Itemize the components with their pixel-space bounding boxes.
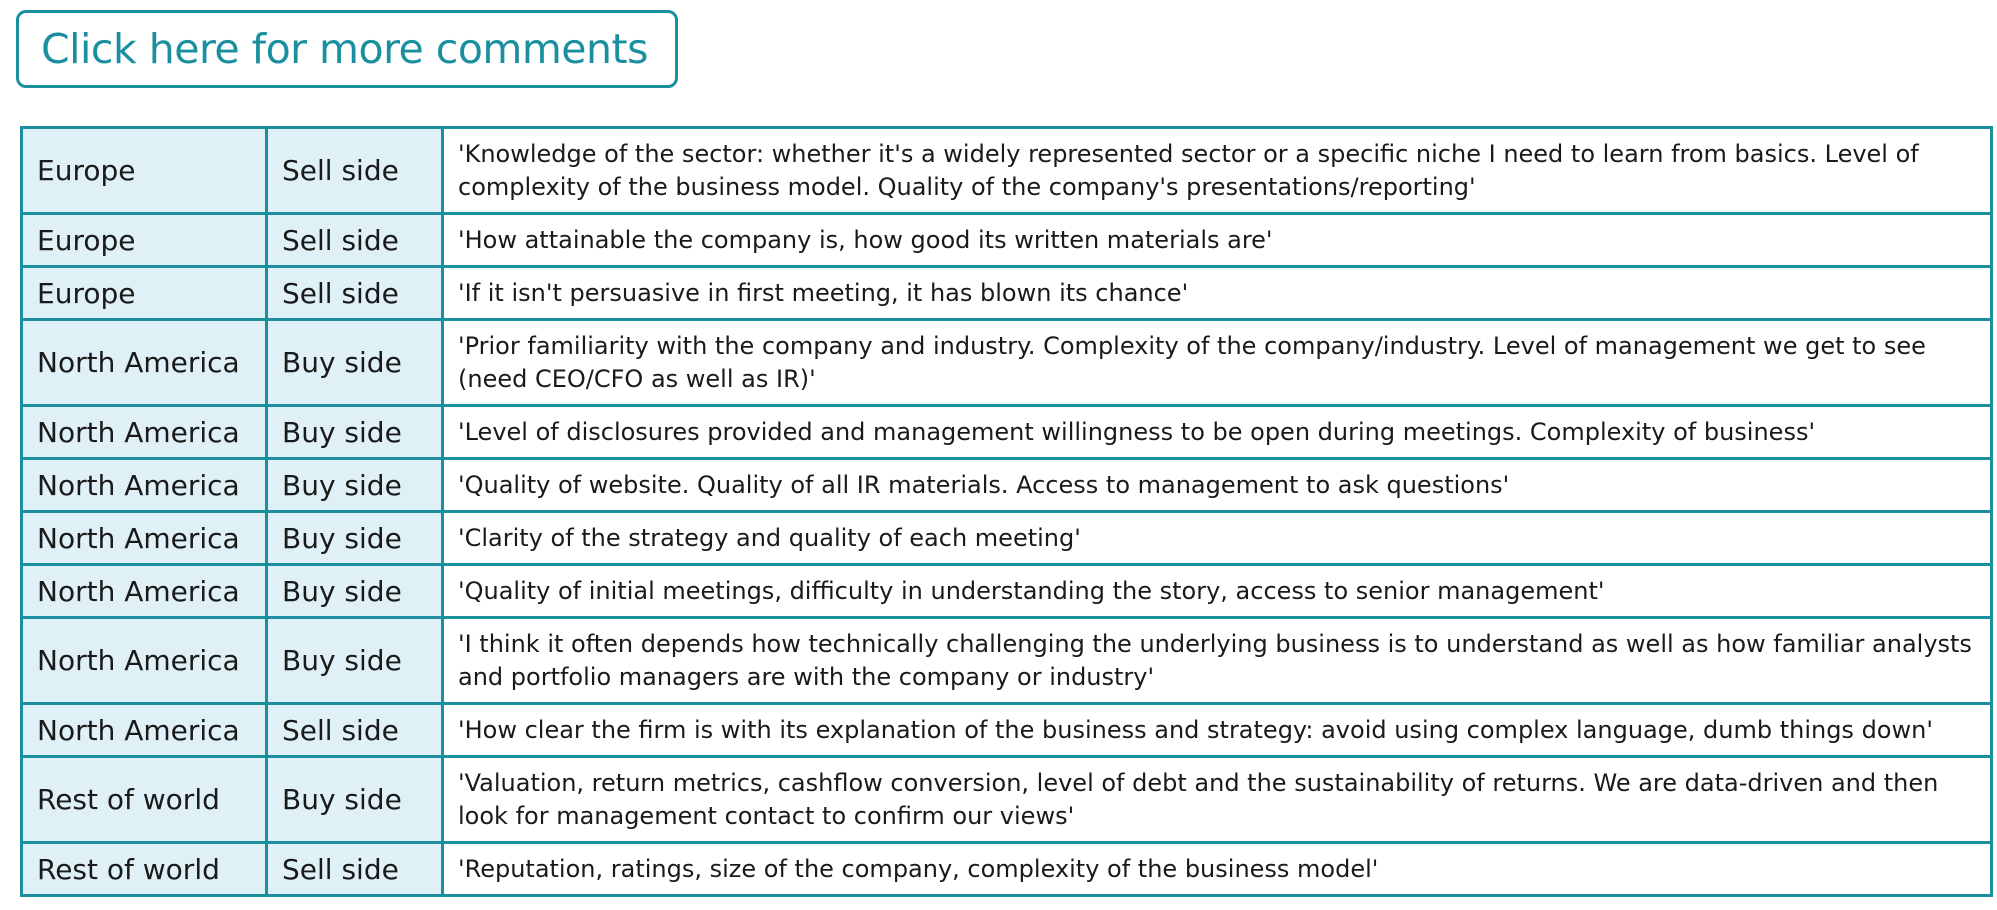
table-row — [22, 512, 1992, 565]
table-row — [22, 618, 1992, 704]
side-cell: Buy side — [267, 406, 443, 459]
side-cell: Sell side — [267, 128, 443, 214]
region-cell: North America — [22, 512, 267, 565]
side-cell: Sell side — [267, 704, 443, 757]
comment-cell: 'I think it often depends how technically challenging the underlying business is to understand as well as how familiar analysts and portfolio managers are with the company or industry' — [443, 618, 1992, 704]
side-cell: Sell side — [267, 214, 443, 267]
side-cell: Buy side — [267, 459, 443, 512]
region-cell: North America — [22, 618, 267, 704]
table-row — [22, 565, 1992, 618]
comment-cell: 'Quality of website. Quality of all IR materials. Access to management to ask questions' — [443, 459, 1992, 512]
table-row — [22, 214, 1992, 267]
region-cell: North America — [22, 459, 267, 512]
table-row — [22, 406, 1992, 459]
comment-cell: 'Knowledge of the sector: whether it's a widely represented sector or a specific niche I need to learn from basics. Level of complexity of the business model. Quality of the company's presentations/reporting' — [443, 128, 1992, 214]
region-cell: Europe — [22, 214, 267, 267]
comment-cell: 'If it isn't persuasive in first meeting, it has blown its chance' — [443, 267, 1992, 320]
comment-cell: 'How clear the firm is with its explanation of the business and strategy: avoid using complex language, dumb things down' — [443, 704, 1992, 757]
comment-cell: 'How attainable the company is, how good its written materials are' — [443, 214, 1992, 267]
table-row — [22, 459, 1992, 512]
table-row — [22, 267, 1992, 320]
region-cell: North America — [22, 704, 267, 757]
side-cell: Buy side — [267, 320, 443, 406]
side-cell: Buy side — [267, 618, 443, 704]
table-row — [22, 704, 1992, 757]
side-cell: Sell side — [267, 267, 443, 320]
region-cell: Europe — [22, 267, 267, 320]
comment-cell: 'Clarity of the strategy and quality of each meeting' — [443, 512, 1992, 565]
region-cell: North America — [22, 406, 267, 459]
comment-cell: 'Valuation, return metrics, cashflow conversion, level of debt and the sustainability of returns. We are data-driven and then look for management contact to confirm our views' — [443, 757, 1992, 843]
region-cell: North America — [22, 320, 267, 406]
region-cell: Rest of world — [22, 757, 267, 843]
comment-cell: 'Prior familiarity with the company and industry. Complexity of the company/industry. Level of management we get to see (need CEO/CFO as well as IR)' — [443, 320, 1992, 406]
region-cell: Europe — [22, 128, 267, 214]
region-cell: Rest of world — [22, 843, 267, 896]
table-row — [22, 320, 1992, 406]
comment-cell: 'Level of disclosures provided and management willingness to be open during meetings. Complexity of business' — [443, 406, 1992, 459]
table-row — [22, 843, 1992, 896]
comment-cell: 'Reputation, ratings, size of the company, complexity of the business model' — [443, 843, 1992, 896]
side-cell: Buy side — [267, 565, 443, 618]
comments-table — [20, 126, 1993, 897]
region-cell: North America — [22, 565, 267, 618]
side-cell: Buy side — [267, 757, 443, 843]
side-cell: Buy side — [267, 512, 443, 565]
side-cell: Sell side — [267, 843, 443, 896]
table-row — [22, 128, 1992, 214]
comment-cell: 'Quality of initial meetings, difficulty in understanding the story, access to senior management' — [443, 565, 1992, 618]
table-row — [22, 757, 1992, 843]
more-comments-button[interactable]: Click here for more comments — [16, 10, 678, 88]
